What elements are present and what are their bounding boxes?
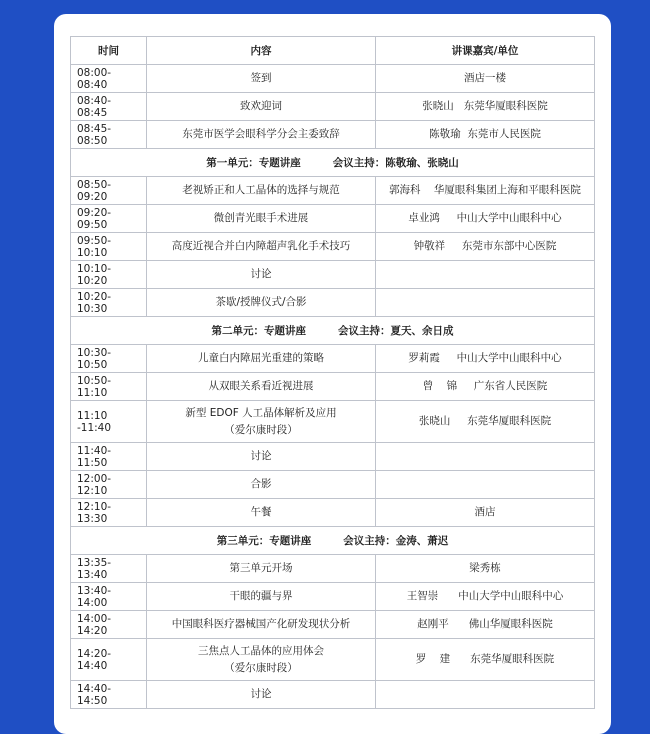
speaker-line: 罗 建 东莞华厦眼科医院 xyxy=(415,653,555,665)
content-cell xyxy=(147,373,376,401)
speaker-cell xyxy=(376,555,595,583)
speaker-cell xyxy=(376,233,595,261)
table-row xyxy=(71,261,595,289)
content-line: 新型 EDOF 人工晶体解析及应用 xyxy=(185,406,337,419)
speaker-cell xyxy=(376,499,595,527)
content-cell xyxy=(147,93,376,121)
speaker-cell xyxy=(376,261,595,289)
time-cell: 08:45-08:50 xyxy=(71,121,147,149)
speaker-line: 罗莉霞 中山大学中山眼科中心 xyxy=(408,352,562,364)
table-row xyxy=(71,611,595,639)
speaker-line: 王智崇 中山大学中山眼科中心 xyxy=(406,590,564,602)
header-time: 时间 xyxy=(71,37,147,65)
table-row xyxy=(71,121,595,149)
time-cell: 13:35-13:40 xyxy=(71,555,147,583)
time-cell: 11:10 -11:40 xyxy=(71,401,147,443)
time-cell: 10:20-10:30 xyxy=(71,289,147,317)
speaker-cell xyxy=(376,121,595,149)
content-cell xyxy=(147,121,376,149)
table-row xyxy=(71,401,595,443)
content-line: 东莞市医学会眼科学分会主委致辞 xyxy=(182,128,340,140)
table-row xyxy=(71,443,595,471)
content-line: 致欢迎词 xyxy=(240,100,282,112)
content-line: （爱尔康时段） xyxy=(224,423,298,436)
speaker-cell xyxy=(376,289,595,317)
speaker-line: 梁秀栋 xyxy=(469,562,501,574)
speaker-line: 酒店一楼 xyxy=(464,72,506,84)
table-header-row xyxy=(71,37,595,65)
content-cell xyxy=(147,639,376,681)
section-host: 会议主持：陈敬瑜、张晓山 xyxy=(332,157,459,169)
section-title: 第三单元：专题讲座 xyxy=(216,535,312,547)
table-row xyxy=(71,65,595,93)
speaker-cell xyxy=(376,205,595,233)
table-row xyxy=(71,205,595,233)
section-header xyxy=(71,317,595,345)
speaker-cell xyxy=(376,65,595,93)
content-line: 讨论 xyxy=(250,450,272,462)
agenda-table xyxy=(70,36,595,709)
content-line: 签到 xyxy=(250,72,272,84)
table-row xyxy=(71,345,595,373)
speaker-cell xyxy=(376,681,595,709)
content-cell xyxy=(147,471,376,499)
speaker-cell xyxy=(376,443,595,471)
speaker-cell xyxy=(376,93,595,121)
content-line: 从双眼关系看近视进展 xyxy=(208,380,314,392)
content-cell xyxy=(147,583,376,611)
time-cell: 12:00-12:10 xyxy=(71,471,147,499)
content-cell xyxy=(147,177,376,205)
content-line: 讨论 xyxy=(250,268,272,280)
content-cell xyxy=(147,681,376,709)
section-title: 第一单元：专题讲座 xyxy=(206,157,301,169)
speaker-cell xyxy=(376,471,595,499)
content-line: 微创青光眼手术进展 xyxy=(213,212,309,224)
content-line: 三焦点人工晶体的应用体会 xyxy=(198,644,324,657)
content-line: 第三单元开场 xyxy=(229,562,293,574)
time-cell: 10:30-10:50 xyxy=(71,345,147,373)
table-row xyxy=(71,289,595,317)
speaker-line: 陈敬瑜 东莞市人民医院 xyxy=(429,128,541,140)
header-speaker: 讲课嘉宾/单位 xyxy=(376,37,595,65)
time-cell: 11:40-11:50 xyxy=(71,443,147,471)
table-row xyxy=(71,639,595,681)
table-row xyxy=(71,583,595,611)
content-cell xyxy=(147,65,376,93)
time-cell: 09:20-09:50 xyxy=(71,205,147,233)
table-row xyxy=(71,471,595,499)
table-row xyxy=(71,499,595,527)
speaker-line: 曾 锦 广东省人民医院 xyxy=(422,380,548,392)
content-cell xyxy=(147,611,376,639)
time-cell: 08:50-09:20 xyxy=(71,177,147,205)
speaker-cell xyxy=(376,373,595,401)
content-cell xyxy=(147,443,376,471)
speaker-line: 张晓山 东莞华厦眼科医院 xyxy=(418,415,552,427)
section-host: 会议主持：夏天、余日成 xyxy=(338,325,454,337)
speaker-line: 酒店 xyxy=(474,506,496,518)
content-line: 中国眼科医疗器械国产化研发现状分析 xyxy=(171,618,351,630)
time-cell: 09:50-10:10 xyxy=(71,233,147,261)
speaker-line: 张晓山 东莞华厦眼科医院 xyxy=(422,100,548,112)
table-row xyxy=(71,373,595,401)
time-cell: 13:40-14:00 xyxy=(71,583,147,611)
header-content: 内容 xyxy=(147,37,376,65)
content-cell xyxy=(147,261,376,289)
table-row xyxy=(71,177,595,205)
section-title: 第二单元：专题讲座 xyxy=(211,325,306,337)
content-line: 茶歇/授牌仪式/合影 xyxy=(215,296,307,308)
speaker-line: 郭海科 华厦眼科集团上海和平眼科医院 xyxy=(389,184,581,196)
speaker-cell xyxy=(376,583,595,611)
time-cell: 14:40-14:50 xyxy=(71,681,147,709)
agenda-body xyxy=(71,65,595,709)
time-cell: 10:50-11:10 xyxy=(71,373,147,401)
agenda-card xyxy=(54,14,611,734)
speaker-cell xyxy=(376,639,595,681)
section-header xyxy=(71,149,595,177)
section-header xyxy=(71,527,595,555)
time-cell: 08:40-08:45 xyxy=(71,93,147,121)
content-line: 合影 xyxy=(250,478,272,490)
speaker-line: 赵刚平 佛山华厦眼科医院 xyxy=(417,618,553,630)
time-cell: 10:10-10:20 xyxy=(71,261,147,289)
speaker-line: 钟敬祥 东莞市东部中心医院 xyxy=(413,240,557,252)
time-cell: 14:20-14:40 xyxy=(71,639,147,681)
time-cell: 14:00-14:20 xyxy=(71,611,147,639)
time-cell: 12:10-13:30 xyxy=(71,499,147,527)
table-row xyxy=(71,233,595,261)
content-line: 老视矫正和人工晶体的选择与规范 xyxy=(182,184,340,196)
section-host: 会议主持：金涛、萧迟 xyxy=(343,535,449,547)
table-row xyxy=(71,93,595,121)
content-cell xyxy=(147,233,376,261)
content-line: （爱尔康时段） xyxy=(224,661,298,674)
content-cell xyxy=(147,401,376,443)
speaker-cell xyxy=(376,177,595,205)
content-cell xyxy=(147,345,376,373)
content-cell xyxy=(147,289,376,317)
content-line: 午餐 xyxy=(250,506,272,518)
time-cell: 08:00-08:40 xyxy=(71,65,147,93)
section-header-row xyxy=(71,149,595,177)
table-row xyxy=(71,681,595,709)
speaker-cell xyxy=(376,345,595,373)
content-line: 干眼的疆与界 xyxy=(229,590,293,602)
speaker-cell xyxy=(376,401,595,443)
section-header-row xyxy=(71,317,595,345)
speaker-cell xyxy=(376,611,595,639)
content-line: 高度近视合并白内障超声乳化手术技巧 xyxy=(171,240,351,252)
content-cell xyxy=(147,555,376,583)
content-cell xyxy=(147,205,376,233)
table-row xyxy=(71,555,595,583)
section-header-row xyxy=(71,527,595,555)
content-line: 讨论 xyxy=(250,688,272,700)
speaker-line: 卓业鸿 中山大学中山眼科中心 xyxy=(408,212,562,224)
content-cell xyxy=(147,499,376,527)
content-line: 儿童白内障屈光重建的策略 xyxy=(198,352,324,364)
